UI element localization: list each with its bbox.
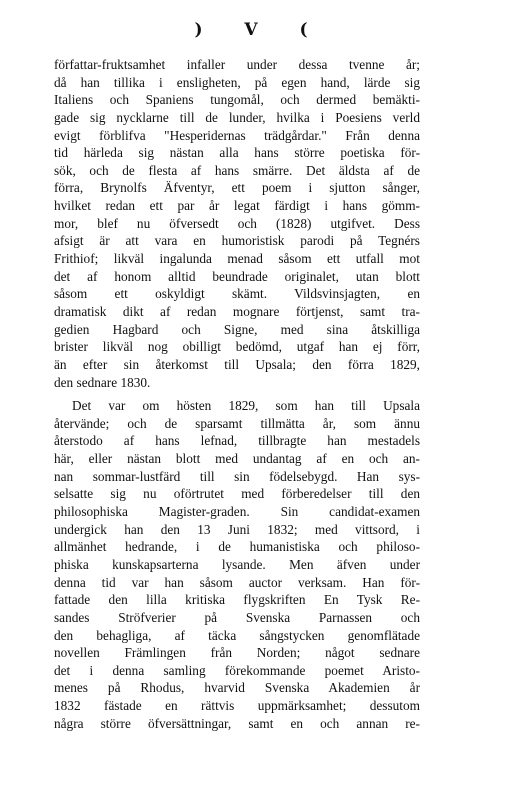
- text-line: här, eller nästan blott med undantag af en och an-: [54, 451, 420, 467]
- text-line: denna tid var han såsom auctor verksam. Han för-: [54, 574, 420, 590]
- text-line: hvilket redan ett par år legat färdigt i hans gömm-: [54, 198, 420, 214]
- text-line: Frithiof; likväl ingalunda menad såsom ett utfall mot: [54, 251, 420, 267]
- text-line: sandes Ströfverier på Svenska Parnassen och: [54, 609, 420, 625]
- text-line: Italiens och Spaniens tungomål, och dermed bemäkti-: [54, 92, 420, 108]
- text-line: författar-fruktsamhet infaller under dessa tvenne år;: [54, 57, 420, 72]
- text-line: förra, Brynolfs Äfventyr, ett poem i sjutton sånger,: [54, 180, 420, 196]
- text-line: gedien Hagbard och Signe, med sina åtskilliga: [54, 321, 420, 337]
- text-line: då han tillika i ensligheten, på egen hand, lärde sig: [54, 74, 420, 90]
- text-line: mor, blef nu öfversedt och (1828) utgifvet. Dess: [54, 215, 420, 231]
- text-line: selsatte sig nu oförtrutet med förberedelser till den: [54, 486, 420, 502]
- text-line: dramatisk dikt af redan mognare förtjenst, samt tra-: [54, 303, 420, 319]
- text-line: än efter sin återkomst till Upsala; den förra 1829,: [54, 356, 420, 372]
- text-line: phiska kunskapsarterna lysande. Men äfven under: [54, 556, 420, 572]
- text-line: det i denna samling förekommande poemet Aristo-: [54, 662, 420, 678]
- text-line: nan sommar-lustfärd till sin födelsebygd. Han sys-: [54, 468, 420, 484]
- page-body: [54, 56, 420, 732]
- text-line: fattade den lilla kritiska flygskriften En Tysk Re-: [54, 592, 420, 608]
- text-line: 1832 fästade en rättvis uppmärksamhet; dessutom: [54, 698, 420, 714]
- text-line: gade sig nycklarne till de lunder, hvilka i Poesiens verld: [54, 109, 420, 125]
- text-line: såsom ett oskyldigt skämt. Vildsvinsjagten, en: [54, 286, 420, 302]
- text-line: några större öfversättningar, samt en och annan re-: [54, 715, 420, 731]
- text-line: philosophiska Magister-graden. Sin candidat-examen: [54, 504, 420, 520]
- text-line: den sednare 1830.: [54, 374, 151, 390]
- text-line: Det var om hösten 1829, som han till Upsala: [72, 398, 420, 414]
- text-line: återvände; och de sparsamt tillmätta år, som ännu: [54, 415, 420, 431]
- text-line: allmänhet hedrande, i de humanistiska och philoso-: [54, 539, 420, 555]
- text-line: sök, och de flesta af hans smärre. Det äldsta af de: [54, 162, 420, 178]
- text-line: det af honom alltid beundrade originalet, utan blott: [54, 268, 420, 284]
- text-line: tid härleda sig nästan alla hans större poetiska för-: [54, 145, 420, 161]
- paragraph-2: [54, 397, 420, 732]
- text-line: novellen Främlingen från Norden; något sednare: [54, 645, 420, 661]
- text-line: brister likväl nog obilligt bedömd, utgaf han ej förr,: [54, 339, 420, 355]
- paragraph-1: [54, 56, 420, 391]
- text-line: återstodo af hans lefnad, tillbragte han mestadels: [54, 433, 420, 449]
- text-line: undergick han den 13 Juni 1832; med vittsord, i: [54, 521, 420, 537]
- text-line: den behagliga, af täcka sångstycken genomflätade: [54, 627, 420, 643]
- text-line: menes på Rhodus, hvarvid Svenska Akademien år: [54, 680, 420, 696]
- text-line: evigt förblifva "Hesperidernas trädgårdar." Från denna: [54, 127, 420, 143]
- text-line: afsigt är att vara en humoristisk parodi på Tegnérs: [54, 233, 420, 249]
- page-number-header: ) V (: [194, 20, 326, 40]
